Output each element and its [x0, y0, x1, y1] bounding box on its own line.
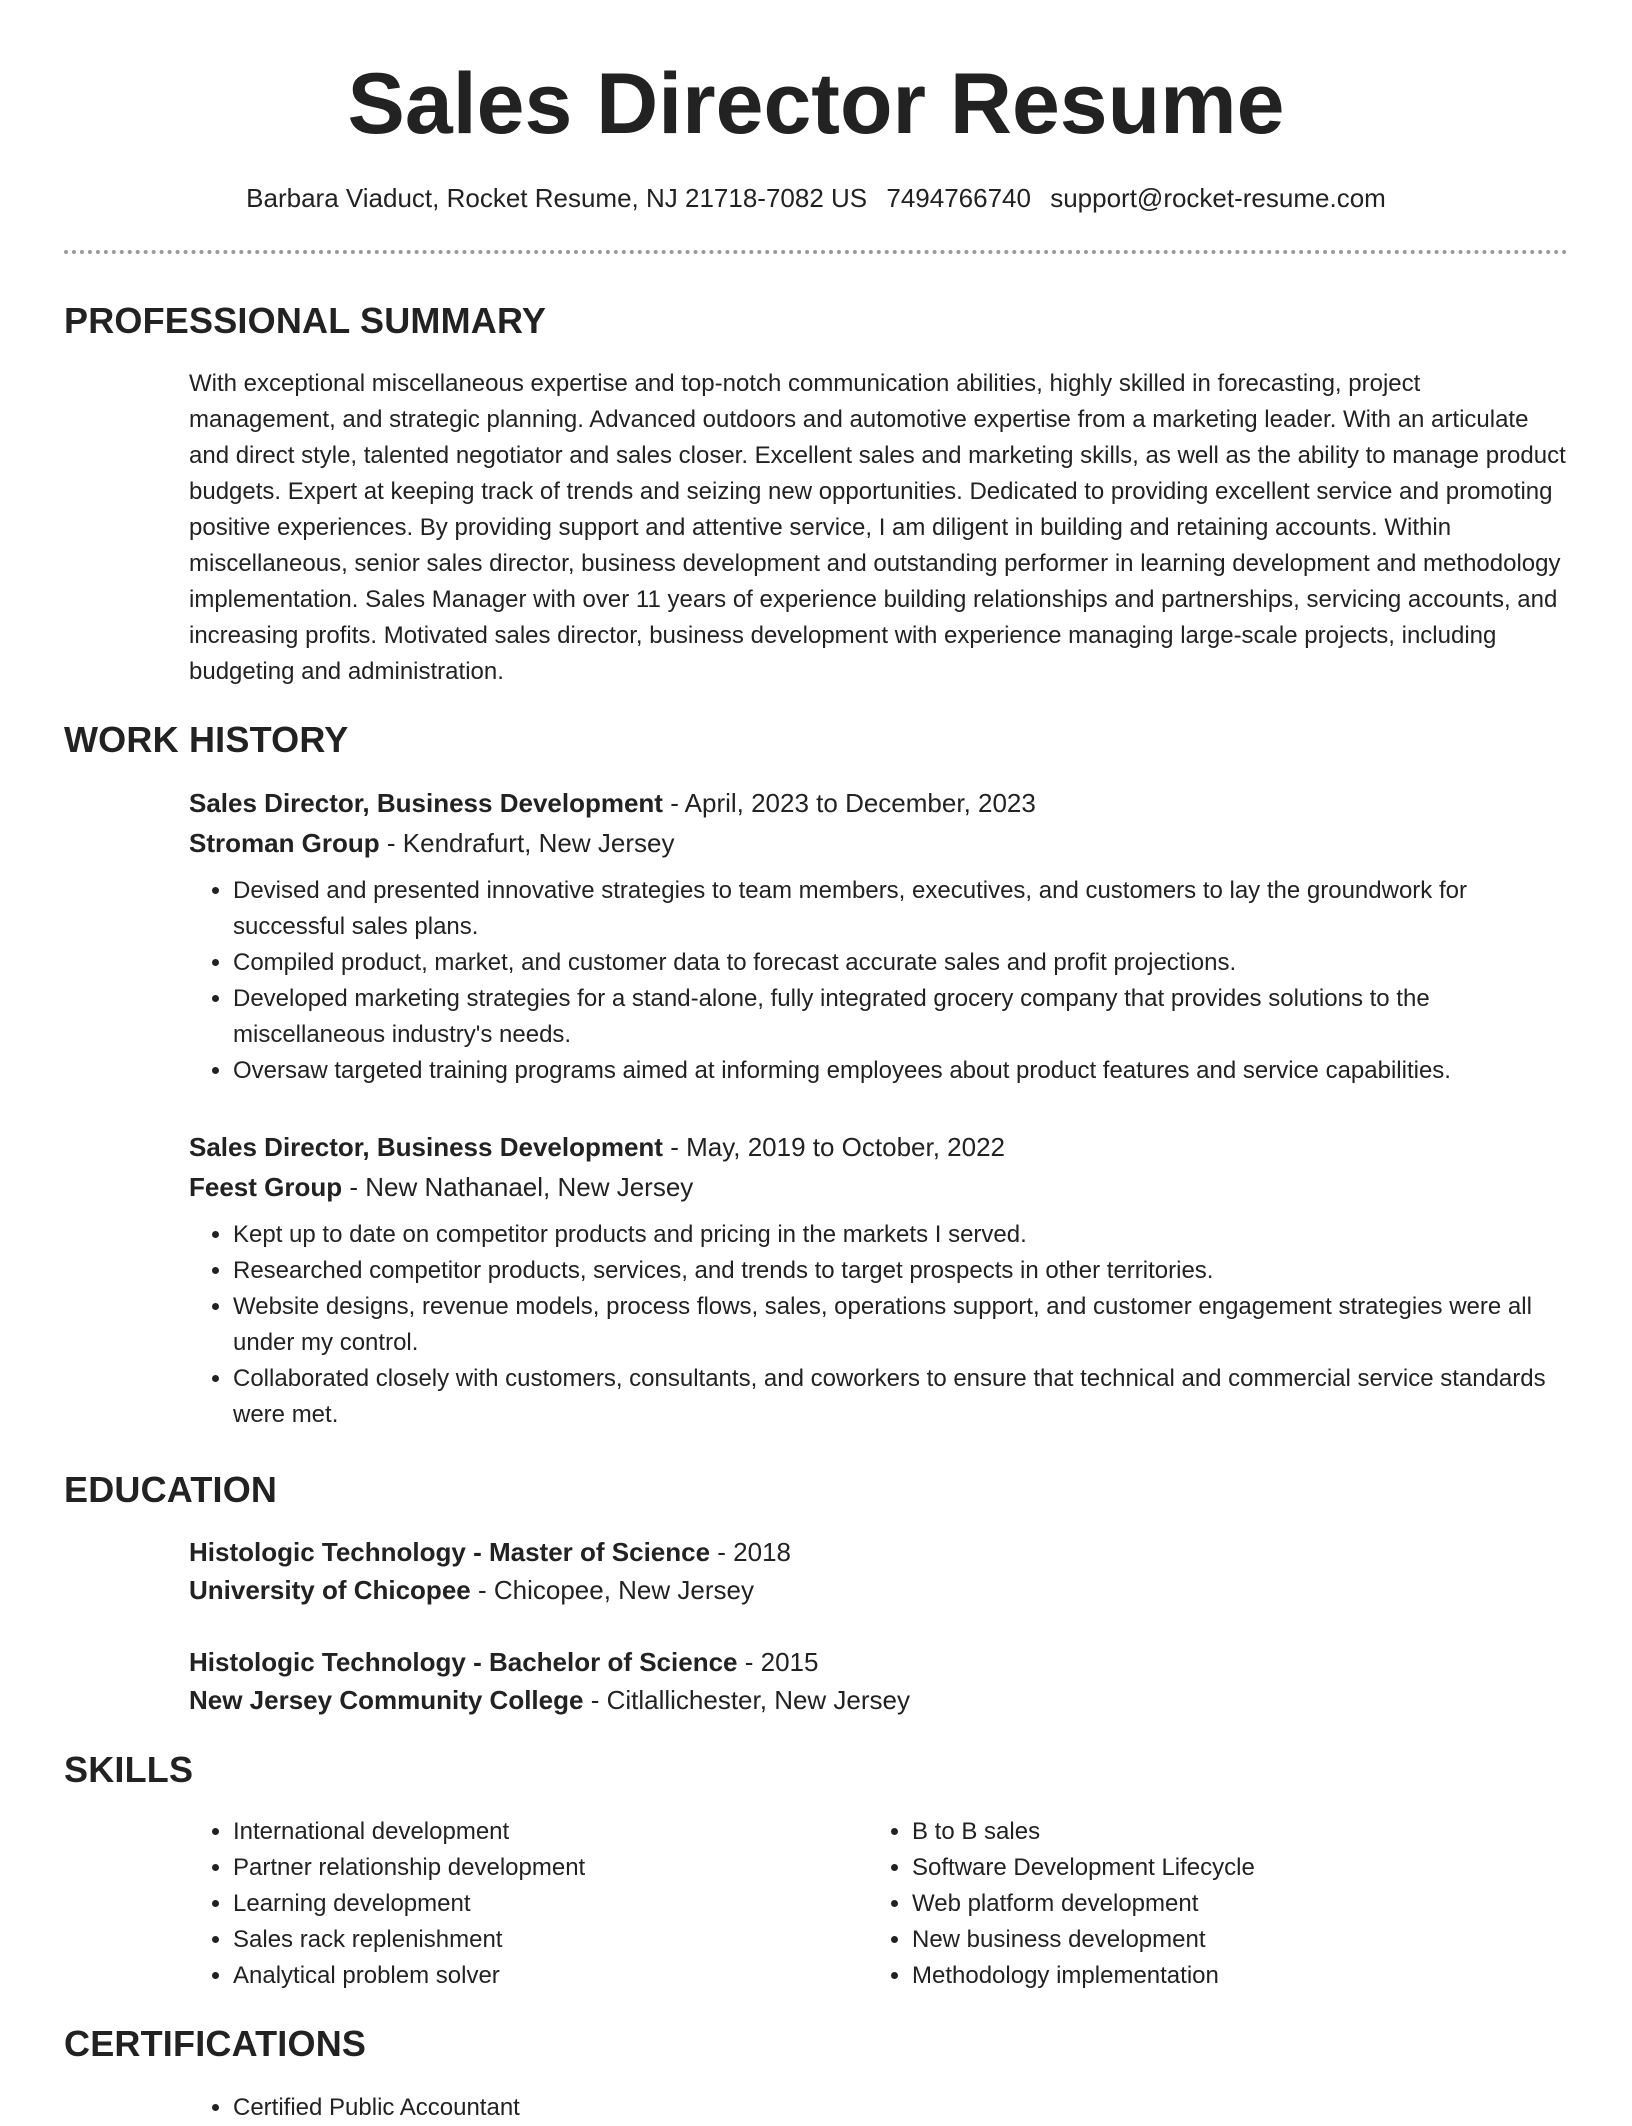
section-heading-summary: PROFESSIONAL SUMMARY [64, 300, 547, 341]
skills-column-right [868, 1814, 1508, 1994]
skill-item: • Analytical problem solver [233, 1958, 829, 1994]
education-degree: Histologic Technology - Bachelor of Science [189, 1647, 738, 1677]
job-title-line [189, 1127, 1569, 1167]
education-school: University of Chicopee [189, 1575, 471, 1605]
skill-item: • New business development [912, 1922, 1508, 1958]
job-company-line [189, 1167, 1569, 1207]
summary-text: With exceptional miscellaneous expertise and top-notch communication abilities, highly skilled in forecasting, project management, and strategic planning. Advanced outdoors and automotive expertise from a marketing leader. With an articulate and direct style, talented negotiator and sales closer. Excellent sales and marketing skills, as well as the ability to manage product budgets. Expert at keeping track of trends and seizing new opportunities. Dedicated to providing excellent service and promoting positive experiences. By providing support and attentive service, I am diligent in building and retaining accounts. Within miscellaneous, senior sales director, business development and outstanding performer in learning development and methodology implementation. Sales Manager with over 11 years of experience building relationships and partnerships, servicing accounts, and increasing profits. Motivated sales director, business development with experience managing large-scale projects, including budgeting and administration. [189, 370, 1566, 685]
resume-title: Sales Director Resume [347, 56, 1285, 152]
job-bullets [189, 873, 1569, 1089]
job-bullet: • Collaborated closely with customers, consultants, and coworkers to ensure that technical and commercial service standards were met. [233, 1361, 1569, 1433]
skill-item: • Software Development Lifecycle [912, 1850, 1508, 1886]
job-role: Sales Director, Business Development [189, 788, 663, 818]
certifications-block [189, 2090, 1569, 2126]
job-dates: - April, 2023 to December, 2023 [662, 788, 1036, 818]
job-dates: - May, 2019 to October, 2022 [662, 1132, 1006, 1162]
header-divider [64, 250, 1568, 254]
education-school-line [189, 1571, 1569, 1609]
contact-phone: 7494766740 [886, 183, 1031, 213]
contact-line [0, 178, 1632, 218]
contact-address: Barbara Viaduct, Rocket Resume, NJ 21718-7082 US [246, 183, 868, 213]
job-location: - Kendrafurt, New Jersey [379, 828, 675, 858]
job-location: - New Nathanael, New Jersey [342, 1172, 694, 1202]
section-heading-certifications: CERTIFICATIONS [64, 2023, 367, 2064]
section-heading-skills: SKILLS [64, 1749, 194, 1790]
education-degree-line [189, 1533, 1569, 1571]
job-bullet: • Devised and presented innovative strategies to team members, executives, and customers to lay the groundwork for successful sales plans. [233, 873, 1569, 945]
job-bullets [189, 1217, 1569, 1433]
skill-item: • Methodology implementation [912, 1958, 1508, 1994]
job-bullet: • Oversaw targeted training programs aimed at informing employees about product features and service capabilities. [233, 1053, 1569, 1089]
job-bullet: • Developed marketing strategies for a stand-alone, fully integrated grocery company that provides solutions to the miscellaneous industry's needs. [233, 981, 1569, 1053]
job-role: Sales Director, Business Development [189, 1132, 663, 1162]
skills-list [189, 1814, 829, 1994]
job-company-line [189, 823, 1569, 863]
education-entry [189, 1643, 1569, 1719]
job-entry [189, 1127, 1569, 1433]
certification-item: • Certified Public Accountant [233, 2090, 1569, 2126]
job-bullet: • Website designs, revenue models, process flows, sales, operations support, and customer engagement strategies were all under my control. [233, 1289, 1569, 1361]
education-school-line [189, 1681, 1569, 1719]
job-title-line [189, 783, 1569, 823]
education-year: - 2018 [710, 1537, 792, 1567]
job-company: Feest Group [189, 1172, 343, 1202]
education-year: - 2015 [737, 1647, 819, 1677]
job-company: Stroman Group [189, 828, 380, 858]
skill-item: • International development [233, 1814, 829, 1850]
section-heading-education: EDUCATION [64, 1469, 278, 1510]
skill-item: • Sales rack replenishment [233, 1922, 829, 1958]
education-school: New Jersey Community College [189, 1685, 584, 1715]
skills-list [868, 1814, 1508, 1994]
job-bullet: • Compiled product, market, and customer data to forecast accurate sales and profit projections. [233, 945, 1569, 981]
skill-item: • B to B sales [912, 1814, 1508, 1850]
contact-email: support@rocket-resume.com [1050, 183, 1386, 213]
skills-column-left [189, 1814, 829, 1994]
job-entry [189, 783, 1569, 1089]
skill-item: • Partner relationship development [233, 1850, 829, 1886]
education-degree-line [189, 1643, 1569, 1681]
education-location: - Citlallichester, New Jersey [583, 1685, 911, 1715]
education-location: - Chicopee, New Jersey [470, 1575, 754, 1605]
skill-item: • Web platform development [912, 1886, 1508, 1922]
section-heading-work: WORK HISTORY [64, 719, 349, 760]
skill-item: • Learning development [233, 1886, 829, 1922]
job-bullet: • Kept up to date on competitor products and pricing in the markets I served. [233, 1217, 1569, 1253]
education-entry [189, 1533, 1569, 1609]
education-degree: Histologic Technology - Master of Science [189, 1537, 711, 1567]
job-bullet: • Researched competitor products, services, and trends to target prospects in other territories. [233, 1253, 1569, 1289]
certifications-list [189, 2090, 1569, 2126]
